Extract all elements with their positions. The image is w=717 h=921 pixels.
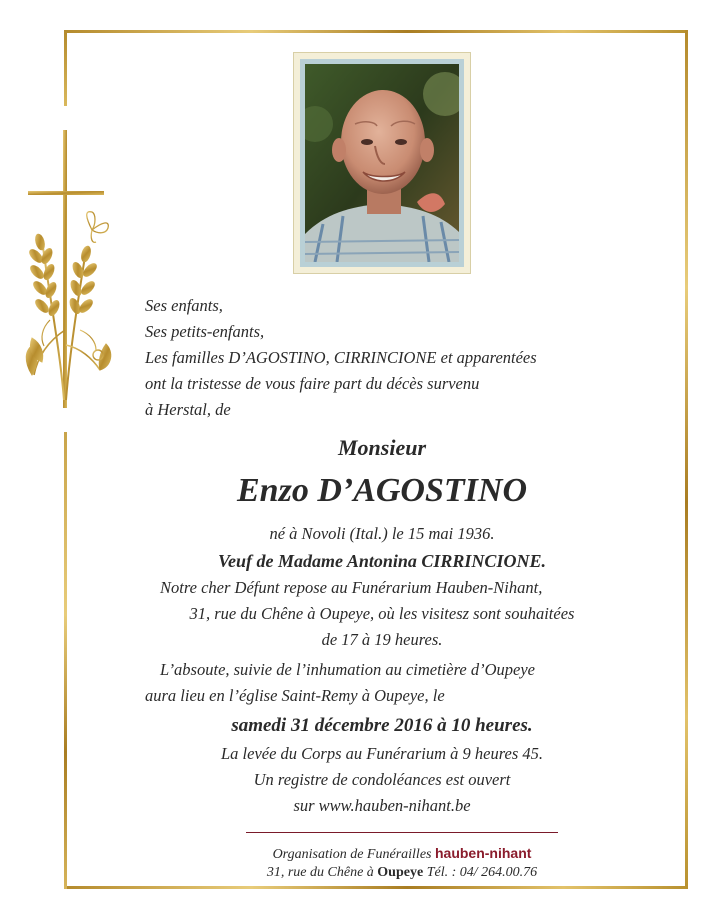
- footer-divider: [246, 832, 558, 833]
- portrait-photo: [305, 64, 459, 262]
- ceremony-line-2: aura lieu en l’église Saint-Remy à Oupeye, le: [145, 686, 445, 705]
- footer-address-city: Oupeye: [377, 865, 424, 880]
- repose-line-2: 31, rue du Chêne à Oupeye, où les visitesz sont souhaitées: [189, 604, 575, 623]
- footer-phone: Tél. : 04/ 264.00.76: [426, 865, 538, 880]
- intro-line-place: à Herstal, de: [145, 400, 231, 419]
- frame-right-border: [685, 30, 688, 889]
- honorific: Monsieur: [337, 435, 427, 460]
- closing-line-website: sur www.hauben-nihant.be: [293, 796, 471, 815]
- cross-wheat-ornament: [20, 130, 116, 410]
- footer-address: [246, 866, 558, 880]
- closing-line-register: Un registre de condoléances est ouvert: [253, 770, 511, 789]
- frame-top-border: [64, 30, 688, 33]
- intro-line-children: Ses enfants,: [145, 296, 223, 315]
- footer-organisation: [246, 846, 558, 862]
- frame-left-border-lower: [64, 432, 67, 889]
- portrait-frame: [293, 52, 471, 274]
- intro-line-families: Les familles D’AGOSTINO, CIRRINCIONE et apparentées: [145, 348, 537, 367]
- closing-line-levee: La levée du Corps au Funérarium à 9 heures 45.: [220, 744, 544, 763]
- deceased-name: Enzo D’AGOSTINO: [237, 472, 527, 509]
- wheat-ornament-icon: [26, 233, 111, 400]
- repose-line-1: Notre cher Défunt repose au Funérarium Hauben-Nihant,: [160, 578, 543, 597]
- brand-logo-text: hauben-nihant: [434, 845, 532, 861]
- intro-line-grandchildren: Ses petits-enfants,: [145, 322, 265, 341]
- portrait-mat: [300, 59, 464, 267]
- spouse-line: Veuf de Madame Antonina CIRRINCIONE.: [218, 551, 546, 571]
- butterfly-icon: [87, 212, 109, 243]
- ceremony-line-1: L’absoute, suivie de l’inhumation au cimetière d’Oupeye: [160, 660, 535, 679]
- frame-bottom-border: [64, 886, 688, 889]
- intro-line-announcement: ont la tristesse de vous faire part du décès survenu: [145, 374, 480, 393]
- frame-left-border-upper: [64, 30, 67, 106]
- repose-line-3: de 17 à 19 heures.: [321, 630, 443, 649]
- ceremony-date: samedi 31 décembre 2016 à 10 heures.: [231, 715, 533, 736]
- footer-organisation-label: Organisation de Funérailles: [272, 847, 432, 862]
- birth-line: né à Novoli (Ital.) le 15 mai 1936.: [269, 524, 495, 543]
- footer-address-prefix: 31, rue du Chêne à: [266, 865, 374, 880]
